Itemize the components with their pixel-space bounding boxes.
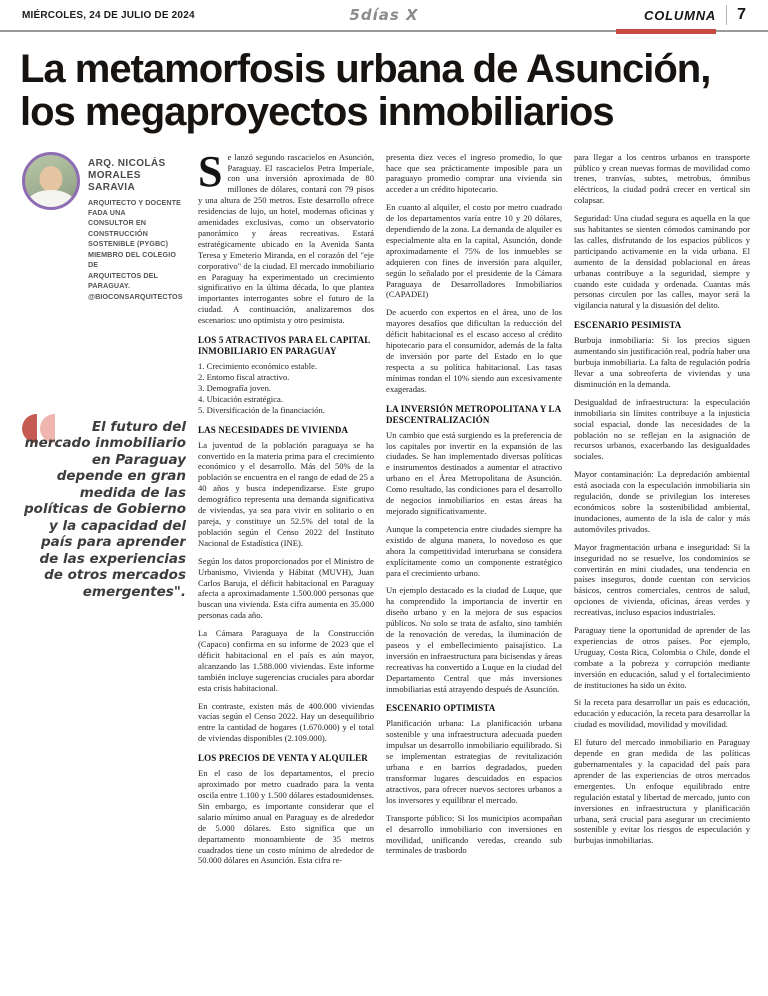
header-divider bbox=[726, 5, 727, 25]
paragraph: Paraguay tiene la oportunidad de aprender de las experiencias de otros países. Por ejemplo, Uruguay, Costa Rica, Colombia o Chile, donde el combate a la pobreza y corrupción mediante inversión en educación, salud y el fortalecimiento de instituciones ha sido un éxito. bbox=[574, 625, 750, 690]
subheading: LAS NECESIDADES DE VIVIENDA bbox=[198, 424, 349, 435]
paragraph: En el caso de los departamentos, el precio aproximado por metro cuadrado para la venta oscila entre 1.100 y 1.500 dólares estadounidenses. Sin embargo, es importante considerar que el salario mínimo anual en Paraguay es de alrededor de 5.000 dólares. Esto significa que un departamento monoambiente de 35 metros cuadrados tiene un costo mínimo de alrededor de 50.000 dólares en Asunción. Esta cifra re- bbox=[198, 768, 374, 866]
paragraph: El futuro del mercado inmobiliario en Paraguay depende en gran medida de las políticas gubernamentales y la capacidad del país para aprender de las experiencias de otros mercados emergentes. Un enfoque equilibrado entre regulación estatal y libertad de mercado, junto con inversiones en infraestructura y planificación urbana, será crucial para asegurar un crecimiento sostenible y evitar los riesgos de especulación y burbujas inmobiliarias. bbox=[574, 737, 750, 846]
drop-cap: S bbox=[198, 151, 223, 196]
page-header bbox=[0, 0, 768, 32]
article-column-3 bbox=[574, 152, 750, 954]
author-credential: MIEMBRO DEL COLEGIO DE bbox=[88, 249, 177, 270]
paragraph: Planificación urbana: La planificación urbana sostenible y una infraestructura adecuada pueden impulsar un desarrollo inmobiliario equilibrado. Si se implementan estrategias de revitalización urbana e en barrios degradados, pueden transformar lugares descuidados en espacios atractivos, para ofrecer nuevos sectores urbanos a los inversores y equilibrar el mercado. bbox=[386, 718, 562, 805]
list-item: 5. Diversificación de la financiación. bbox=[198, 404, 325, 415]
paragraph: De acuerdo con expertos en el área, uno de los mayores desafíos que dificultan la reducción del déficit habitacional es el escaso acceso al crédito hipotecario para el consumidor, además de la falta de inversión por parte del Estado en lo que respecta a su política habitacional. Las tasas mínimas rondan el 10% siendo aun excesivamente exageradas. bbox=[386, 307, 562, 394]
paragraph: En cuanto al alquiler, el costo por metro cuadrado de los departamentos varía entre 10 y 20 dólares, dependiendo de la zona. La demanda de alquiler es especialmente alta en la capital, Asunción, donde aproximadamente el 75% de los inmuebles se adquieren con fines de inversión para alquiler, según lo señalado por el presidente de la Cámara Paraguaya de Desarrolladores Inmobiliarios (CAPADEI) bbox=[386, 202, 562, 300]
pull-quote bbox=[22, 414, 186, 601]
paragraph: Transporte público: Si los municipios acompañan el desarrollo inmobiliario con inversiones en movilidad, unificando veredas, creando sub terminales de trasbordo bbox=[386, 812, 562, 856]
subheading: LOS 5 ATRACTIVOS PARA EL CAPITAL INMOBILIARIO EN PARAGUAY bbox=[198, 335, 370, 357]
article-headline: La metamorfosis urbana de Asunción, los megaproyectos inmobiliarios bbox=[20, 47, 711, 134]
paragraph-text: e lanzó segundo rascacielos en Asunción, Paraguay. El rascacielos Petra Imperiale, con una inversión aproximada de 80 millones de dólares, contará con 79 pisos y una altura de 250 metros. Este desarrollo ofrece residencias de lujo, un hotel, modernas oficinas y amenidades exclusivas, como un observatorio panorámico y áreas recreativas. Estará estratégicamente ubicado en la Avenida Santa Teresa y Emeterio Miranda, en el corazón del "eje corporativo" de la ciudad. El mercado inmobiliario en Paraguay ha experimentado un crecimiento significativo en la última década, lo que plantea importantes interrogantes sobre el futuro de la ciudad. A continuación, analizaremos dos escenarios: uno optimista y otro pesimista. bbox=[198, 151, 374, 326]
article-column-1 bbox=[198, 152, 374, 954]
author-credential: CONSULTOR EN CONSTRUCCIÓN bbox=[88, 218, 148, 238]
subheading: ESCENARIO OPTIMISTA bbox=[386, 703, 496, 714]
left-rail bbox=[22, 152, 186, 954]
subheading: ESCENARIO PESIMISTA bbox=[574, 320, 682, 331]
paragraph: Mayor fragmentación urbana e inseguridad: Si la inseguridad no se resuelve, los condominios se convertirán en mini ciudades, una tendencia en países inseguros, donde cuentan con servicios básicos, centros comerciales, centros de salud, opciones de vivienda, oficinas, áreas verdes y recreativas, incluso espacios industriales. bbox=[574, 541, 750, 618]
paragraph: Burbuja inmobiliaria: Si los precios siguen aumentando sin justificación real, podría haber una burbuja inmobiliaria. La falta de regulación podría llevar a una sobreoferta de viviendas y una disminución en la demanda. bbox=[574, 335, 750, 389]
subheading: LOS PRECIOS DE VENTA Y ALQUILER bbox=[198, 753, 368, 764]
author-meta bbox=[88, 152, 186, 302]
pull-quote-text: El futuro del mercado inmobiliario en Paraguay depende en gran medida de las políticas de Gobierno y la capacidad del país para aprender de las experiencias de otros mercados emergentes". bbox=[24, 418, 186, 600]
subheading: LA INVERSIÓN METROPOLITANA Y LA DESCENTRALIZACIÓN bbox=[386, 403, 561, 425]
newspaper-logo: 5días X bbox=[349, 6, 419, 24]
intro-paragraph bbox=[198, 152, 374, 327]
paragraph: Un cambio que está surgiendo es la preferencia de los capitales por invertir en la expansión de las ciudades. Se han implementado diversas políticas e instrumentos destinados a aumentar el atractivo urbano en el Área Metropolitana de Asunción. Como resultado, las condiciones para el desarrollo de negocios inmobiliarios en estas áreas ha mejorado significativamente. bbox=[386, 429, 562, 516]
paragraph: para llegar a los centros urbanos en transporte público y crean nuevas formas de movilidad como trenes, tranvías, subtes, metrobus, ómnibus eléctricos, la ciudad podrá crecer en vertical sin colapsar. bbox=[574, 151, 750, 206]
article-content bbox=[0, 148, 768, 954]
article-column-2 bbox=[386, 152, 562, 954]
author-credential: ARQUITECTO Y DOCENTE FADA UNA bbox=[88, 197, 182, 218]
paragraph: Aunque la competencia entre ciudades siempre ha existido de alguna manera, lo novedoso es que ahora la competitividad interurbana se considera explícitamente como un componente estratégico para el crecimiento urbano. bbox=[386, 523, 562, 578]
paragraph: Desigualdad de infraestructura: la especulación inmobiliaria sin límites contribuye a la injusticia social espacial, donde las necesidades de la población no se reflejan en la asignación de recursos urbanos, exacerbando las desigualdades sociales. bbox=[574, 396, 750, 462]
paragraph: En contraste, existen más de 400.000 viviendas vacías según el Censo 2022. Hay un desequilibrio entre la cantidad de hogares (1.670.000) y el total de viviendas disponibles (2.109.000). bbox=[198, 700, 374, 744]
paragraph: La Cámara Paraguaya de la Construcción (Capaco) confirma en su informe de 2023 que el déficit habitacional en el país es aún mayor, alcanzando las 1.588.000 viviendas. Este informe también incluye sugerencias cruciales para abordar esta crisis habitacional. bbox=[198, 628, 374, 693]
paragraph: Seguridad: Una ciudad segura es aquella en la que sus habitantes se sienten cómodos caminando por las calles, disfrutando de los espacios públicos y participando activamente en la vida urbana. El aumento de la densidad poblacional en áreas urbanas contribuye a la seguridad, siempre y cuando este cuidada y ordenada. Cuantas más personas circulen por las calles, mayor será la vigilancia natural y la disuasión del delito. bbox=[574, 213, 750, 311]
section-label: COLUMNA bbox=[644, 7, 717, 23]
author-credential: SOSTENIBLE (PYGBC) bbox=[88, 239, 169, 249]
author-photo bbox=[22, 152, 80, 210]
author-photo-shirt bbox=[28, 190, 74, 210]
paragraph: presenta diez veces el ingreso promedio, lo que hace que sea prácticamente imposible para un paraguayo promedio comprar una vivienda sin acceder a un crédito hipotecario. bbox=[386, 151, 562, 195]
header-right bbox=[644, 0, 746, 30]
paragraph: Si la receta para desarrollar un país es educación, educación y educación, la receta para desarrollar la ciudad es movilidad, movilidad y movilidad. bbox=[574, 697, 750, 730]
author-credential: ARQUITECTOS DEL PARAGUAY. bbox=[88, 270, 158, 291]
page-number: 7 bbox=[737, 6, 746, 23]
paragraph: La juventud de la población paraguaya se ha convertido en la materia prima para el crecimiento económico y el desarrollo. Más del 50% de la población se encuentra en el rango de edad de 25 a 40 años y busca independizarse. Este grupo demográfico representa una demanda significativa de viviendas, ya sea para vivir en solitario o en pareja, y constituye un 52.5% del total de la población según el Censo 2022 del Instituto Nacional de Estadística (INE). bbox=[198, 439, 374, 548]
paragraph: Según los datos proporcionados por el Ministro de Urbanismo, Vivienda y Hábitat (MUVH), Juan Carlos Baruja, el déficit habitacional en Paraguay afecta a aproximadamente 1.500.000 personas que buscan una vivienda. Esta cifra aumenta en 35.000 personas cada año. bbox=[198, 555, 374, 621]
author-social-handle: @BIOCONSARQUITECTOS bbox=[88, 291, 183, 301]
paragraph: Un ejemplo destacado es la ciudad de Luque, que ha comprendido la importancia de invertir en diseño urbano y en la mejora de sus espacios públicos. No solo se trata de asfalto, sino también de la renovación de veredas, la iluminación de paseos y el embellecimiento paisajístico. La inversión en infraestructura para bicisendas y áreas recreativas ha convertido a Luque en la ciudad del Departamento Central que más inversiones inmobiliarias está atrayendo después de Asunción. bbox=[386, 585, 562, 694]
issue-date: MIÉRCOLES, 24 DE JULIO DE 2024 bbox=[22, 9, 195, 21]
author-name: ARQ. NICOLÁS MORALES SARAVIA bbox=[88, 157, 166, 193]
list-item: 2. Entorno fiscal atractivo. bbox=[198, 372, 290, 382]
paragraph: Mayor contaminación: La depredación ambiental está asociada con la especulación inmobiliaria sin regulación, donde se privilegian los intereses económicos sobre la sostenibilidad ambiental, inundaciones, aumento de la isla de calor y más automóviles privados. bbox=[574, 469, 750, 534]
section-underline bbox=[616, 29, 716, 34]
author-photo-head bbox=[40, 166, 63, 192]
list-item: 4. Ubicación estratégica. bbox=[198, 393, 283, 404]
author-box bbox=[22, 152, 186, 302]
list-item: 3. Demografía joven. bbox=[198, 382, 272, 393]
list-item: 1. Crecimiento económico estable. bbox=[198, 361, 318, 372]
